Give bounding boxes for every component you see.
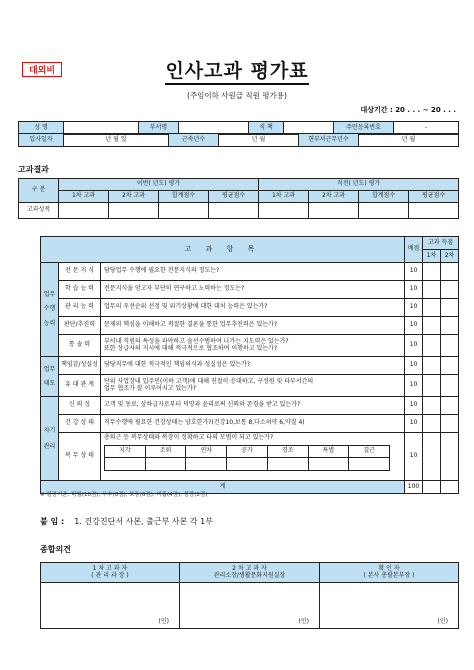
opinion-table [40,562,459,629]
scoring-footnote: ※ 평점기준: 탁월(10점), 우수(8점), 보통(6점), 미흡(4점), 불량(2점) [40,492,208,498]
total-grade-2[interactable] [441,481,459,494]
seal-mark: (인) [298,618,309,626]
opinion-box-3[interactable] [320,583,459,629]
score-cell[interactable] [309,203,359,219]
results-row-label: 고과성적 [19,203,59,219]
eval-item-label: 전 문 지 식 [59,263,101,281]
eval-item-header: 고 과 항 목 [41,237,405,263]
eval-item-desc: 직무수행에 필요한 건강상태는 양호한가?(건강10,보통 8,다소허약 6,약질 4) [101,415,405,433]
score-cell[interactable] [159,203,209,219]
eval-item-desc-multiline: 단위 사업장내 입주민(이하 고객)에 대해 친절히 응대하고, 구성원 및 타부서간의 업무 협조가 잘 이루어지고 있는가? [101,375,405,397]
opinion-header-1: 1 차 고 과 자 ( 관 리 과 장 ) [41,563,180,583]
eval-item-score: 10 [405,357,423,375]
score-cell[interactable] [259,203,309,219]
eval-grade-header: 고과 득점 [423,237,459,250]
results-subheader: 2차 고과 [109,191,159,203]
info-label: 부서명 [139,122,179,135]
results-subheader: 평균점수 [409,191,459,203]
grade-2-input[interactable] [441,415,459,433]
score-cell[interactable] [109,203,159,219]
grade-2-input[interactable] [441,357,459,375]
info-label: 현부서근무년수 [299,134,359,147]
score-cell[interactable] [409,203,459,219]
confidential-stamp: 대외비 [22,62,62,77]
grade-2-input[interactable] [441,299,459,317]
attendance-table [104,445,390,471]
attachment-note: 붙 임 : 1. 건강진단서 사본, 출근부 사본 각 1부 [40,517,213,526]
eval-item-score: 10 [405,415,423,433]
eval-group-name: 업무수행능력 [41,263,59,357]
attendance-label: 공가 [227,445,268,457]
opinion-box-2[interactable] [180,583,320,629]
results-subheader: 합계점수 [159,191,209,203]
current-year-header: 이번( 년도) 평가 [59,179,259,191]
attendance-label: 특별 [308,445,349,457]
eval-item-score: 10 [405,317,423,335]
eval-item-score: 10 [405,375,423,397]
results-subheader: 2차 고과 [309,191,359,203]
info-label: 성 명 [19,122,64,135]
eval-item-score: 10 [405,263,423,281]
grade-1-input[interactable] [423,357,441,375]
eval-item-desc: 전문지식을 얻고자 부단히 연구하고 노력하는 정도는? [101,281,405,299]
eval-grade-2: 2차 [441,250,459,263]
attendance-label: 지각 [105,445,146,457]
results-subheader: 1차 고과 [259,191,309,203]
attendance-cell[interactable] [145,457,186,470]
eval-item-desc: 고객 및 동료, 상하급자로부터 덕망과 윤리로써 신뢰와 존경을 받고 있는가? [101,397,405,415]
opinion-section-title: 종합의견 [40,545,71,554]
opinion-header-2: 2 차 고 과 자 관리소장/생활문화지원실장 [180,563,320,583]
results-subheader: 1차 고과 [59,191,109,203]
eval-item-label: 관 리 능 력 [59,299,101,317]
dept-tenure-field[interactable]: 년 월 [359,134,459,147]
personal-info-table-row2 [18,133,459,147]
opinion-box-1[interactable] [41,583,180,629]
results-gubun: 구 분 [19,179,59,203]
results-subheader: 합계점수 [359,191,409,203]
eval-item-label: 책임감/성실성 [59,357,101,375]
info-label: 입사일자 [19,134,64,147]
eval-group-name: 자기관리 [41,397,59,481]
eval-item-score: 10 [405,299,423,317]
grade-1-input[interactable] [423,397,441,415]
eval-item-desc-multiline: 부서내 직원의 특성을 파악하고 솔선수범하여 나가는 지도력은 있는가? 또한 상급자의 지시에 대해 적극적으로 협조하여 이행하고 있는가? [101,335,405,357]
results-section-title: 고과결과 [18,165,49,174]
resident-number-field[interactable]: - [394,122,459,135]
grade-1-input[interactable] [423,281,441,299]
page-subtitle: (주임이하 사원급 직원 평가용) [187,91,287,100]
score-cell[interactable] [59,203,109,219]
attendance-cell[interactable] [349,457,390,470]
eval-item-score: 10 [405,335,423,357]
attendance-cell[interactable] [186,457,227,470]
results-table [18,178,459,219]
eval-item-label: 통 솔 력 [59,335,101,357]
eval-item-score: 10 [405,397,423,415]
grade-1-input[interactable] [423,433,441,481]
grade-1-input[interactable] [423,263,441,281]
grade-2-input[interactable] [441,281,459,299]
eval-item-label: 판단/추진력 [59,317,101,335]
seal-mark: (인) [158,618,169,626]
eval-item-label: 학 습 능 력 [59,281,101,299]
eval-item-desc: 담당업무 수행에 필요한 전문지식의 정도는? [101,263,405,281]
attendance-label: 연차 [186,445,227,457]
grade-2-input[interactable] [441,397,459,415]
attendance-cell[interactable] [267,457,308,470]
eval-item-label: 유 대 관 계 [59,375,101,397]
score-cell[interactable] [359,203,409,219]
eval-item-score: 10 [405,433,423,481]
eval-grade-1: 1차 [423,250,441,263]
eval-item-desc-attendance: 총퇴근 등 복무상태와 복장이 정확하고 타의 모범이 되고 있는가? 지각 조퇴 연차 공가 경조 특별 결근 [101,433,405,481]
grade-1-input[interactable] [423,299,441,317]
tenure-field[interactable]: 년 월 [219,134,299,147]
info-label: 근속년수 [169,134,219,147]
results-subheader: 평균점수 [209,191,259,203]
info-label: 직 책 [249,122,284,135]
previous-year-header: 직전( 년도) 평가 [259,179,459,191]
attendance-label: 결근 [349,445,390,457]
eval-item-desc: 업무의 우선순위 선정 및 위기상황에 대한 대처 능력은 있는가? [101,299,405,317]
eval-item-score: 10 [405,281,423,299]
grade-2-input[interactable] [441,317,459,335]
attendance-cell[interactable] [227,457,268,470]
grade-2-input[interactable] [441,335,459,357]
attendance-label: 조퇴 [145,445,186,457]
attendance-cell[interactable] [308,457,349,470]
eval-item-desc: 담당직무에 대한 적극적인 책임의식과 성실성은 있는가? [101,357,405,375]
eval-score-header: 배점 [405,237,423,263]
hire-date-field[interactable]: 년 월 일 [64,134,169,147]
grade-2-input[interactable] [441,375,459,397]
grade-2-input[interactable] [441,433,459,481]
seal-mark: (인) [437,618,448,626]
eval-group-name: 업무태도 [41,357,59,397]
eval-total-label: 계 [41,481,405,494]
eval-total-score: 100 [405,481,423,494]
eval-item-desc: 문제의 핵심을 이해하고 적절한 결론을 통한 업무추진력은 있는가? [101,317,405,335]
score-cell[interactable] [209,203,259,219]
eval-item-label: 건 강 상 태 [59,415,101,433]
total-grade-1[interactable] [423,481,441,494]
eval-item-label: 신 뢰 성 [59,397,101,415]
grade-1-input[interactable] [423,375,441,397]
grade-1-input[interactable] [423,317,441,335]
info-label: 주민등록번호 [334,122,394,135]
evaluation-period: 대상기간 : 20 . . . ~ 20 . . . [360,106,456,114]
eval-item-label: 복 무 상 태 [59,433,101,481]
page-title: 인사고과 평가표 [0,56,474,83]
grade-1-input[interactable] [423,415,441,433]
attendance-cell[interactable] [105,457,146,470]
attendance-label: 경조 [267,445,308,457]
grade-2-input[interactable] [441,263,459,281]
opinion-header-3: 확 인 자 ( 본사 총괄본부장 ) [320,563,459,583]
evaluation-table [40,236,459,494]
grade-1-input[interactable] [423,335,441,357]
